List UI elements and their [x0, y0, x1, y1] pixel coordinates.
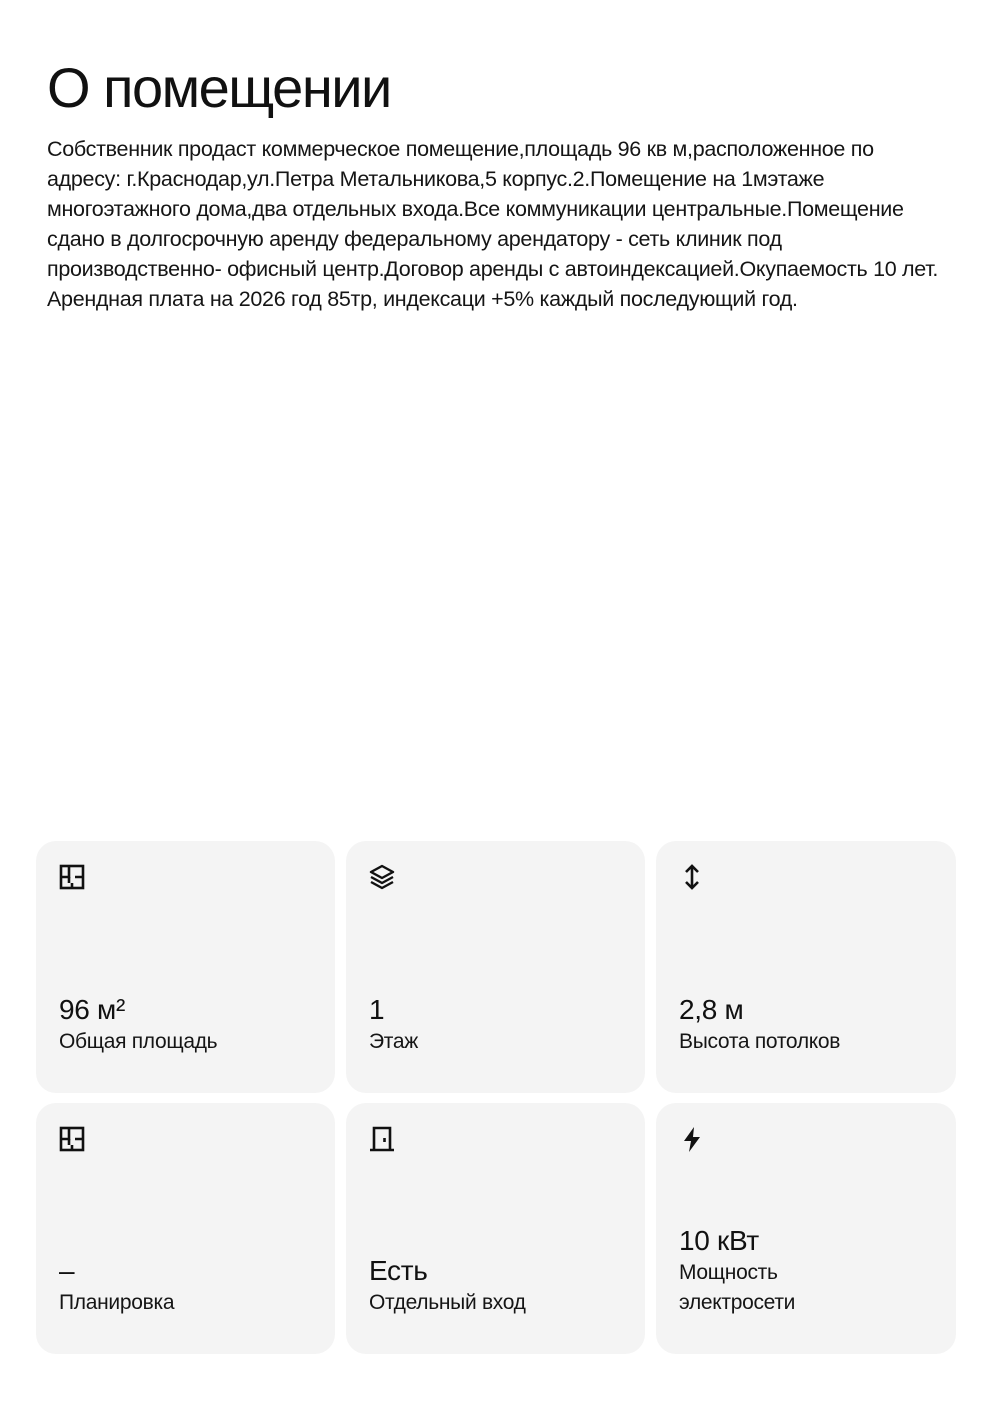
layers-icon: [368, 863, 396, 891]
property-description: Собственник продаст коммерческое помещение,площадь 96 кв м,расположенное по адресу: г.Краснодар,ул.Петра Метальникова,5 корпус.2.Помещение на 1мэтаже многоэтажного дома,два отдельных входа.Все коммуникации центральные.Помещение сдано в долгосрочную аренду федеральному арендатору - сеть клиник под производственно- офисный центр.Договор аренды с автоиндексацией.Окупаемость 10 лет. Арендная плата на 2026 год 85тр, индексаци +5% каждый последующий год.: [47, 137, 939, 311]
feature-label: Планировка: [59, 1291, 175, 1314]
feature-value: 1: [369, 994, 385, 1025]
feature-label: Общая площадь: [59, 1030, 218, 1053]
feature-value: Есть: [369, 1255, 428, 1286]
feature-info: [679, 993, 940, 1057]
door-icon: [368, 1125, 396, 1153]
feature-value: 2,8 м: [679, 994, 744, 1025]
feature-value: –: [59, 1255, 75, 1286]
feature-card-total-area: [36, 841, 335, 1093]
floor-plan-icon: [58, 863, 86, 891]
vertical-arrows-icon: [678, 863, 706, 891]
section-title: О помещении: [47, 56, 391, 119]
feature-card-layout: [36, 1103, 335, 1354]
feature-info: [369, 1254, 629, 1318]
feature-value: 96 м²: [59, 994, 125, 1025]
feature-label: Высота потолков: [679, 1030, 841, 1053]
feature-label: Мощность электросети: [679, 1261, 796, 1314]
feature-info: [59, 1254, 319, 1318]
feature-info: [369, 993, 629, 1057]
feature-info: [679, 1224, 940, 1318]
feature-value: 10 кВт: [679, 1225, 759, 1256]
features-grid: [36, 841, 956, 1354]
floor-plan-icon: [58, 1125, 86, 1153]
lightning-icon: [678, 1125, 706, 1153]
feature-card-power: [656, 1103, 956, 1354]
feature-label: Этаж: [369, 1030, 419, 1053]
feature-card-floor: [346, 841, 645, 1093]
feature-label: Отдельный вход: [369, 1291, 526, 1314]
feature-card-separate-entrance: [346, 1103, 645, 1354]
feature-card-ceiling-height: [656, 841, 956, 1093]
feature-info: [59, 993, 319, 1057]
